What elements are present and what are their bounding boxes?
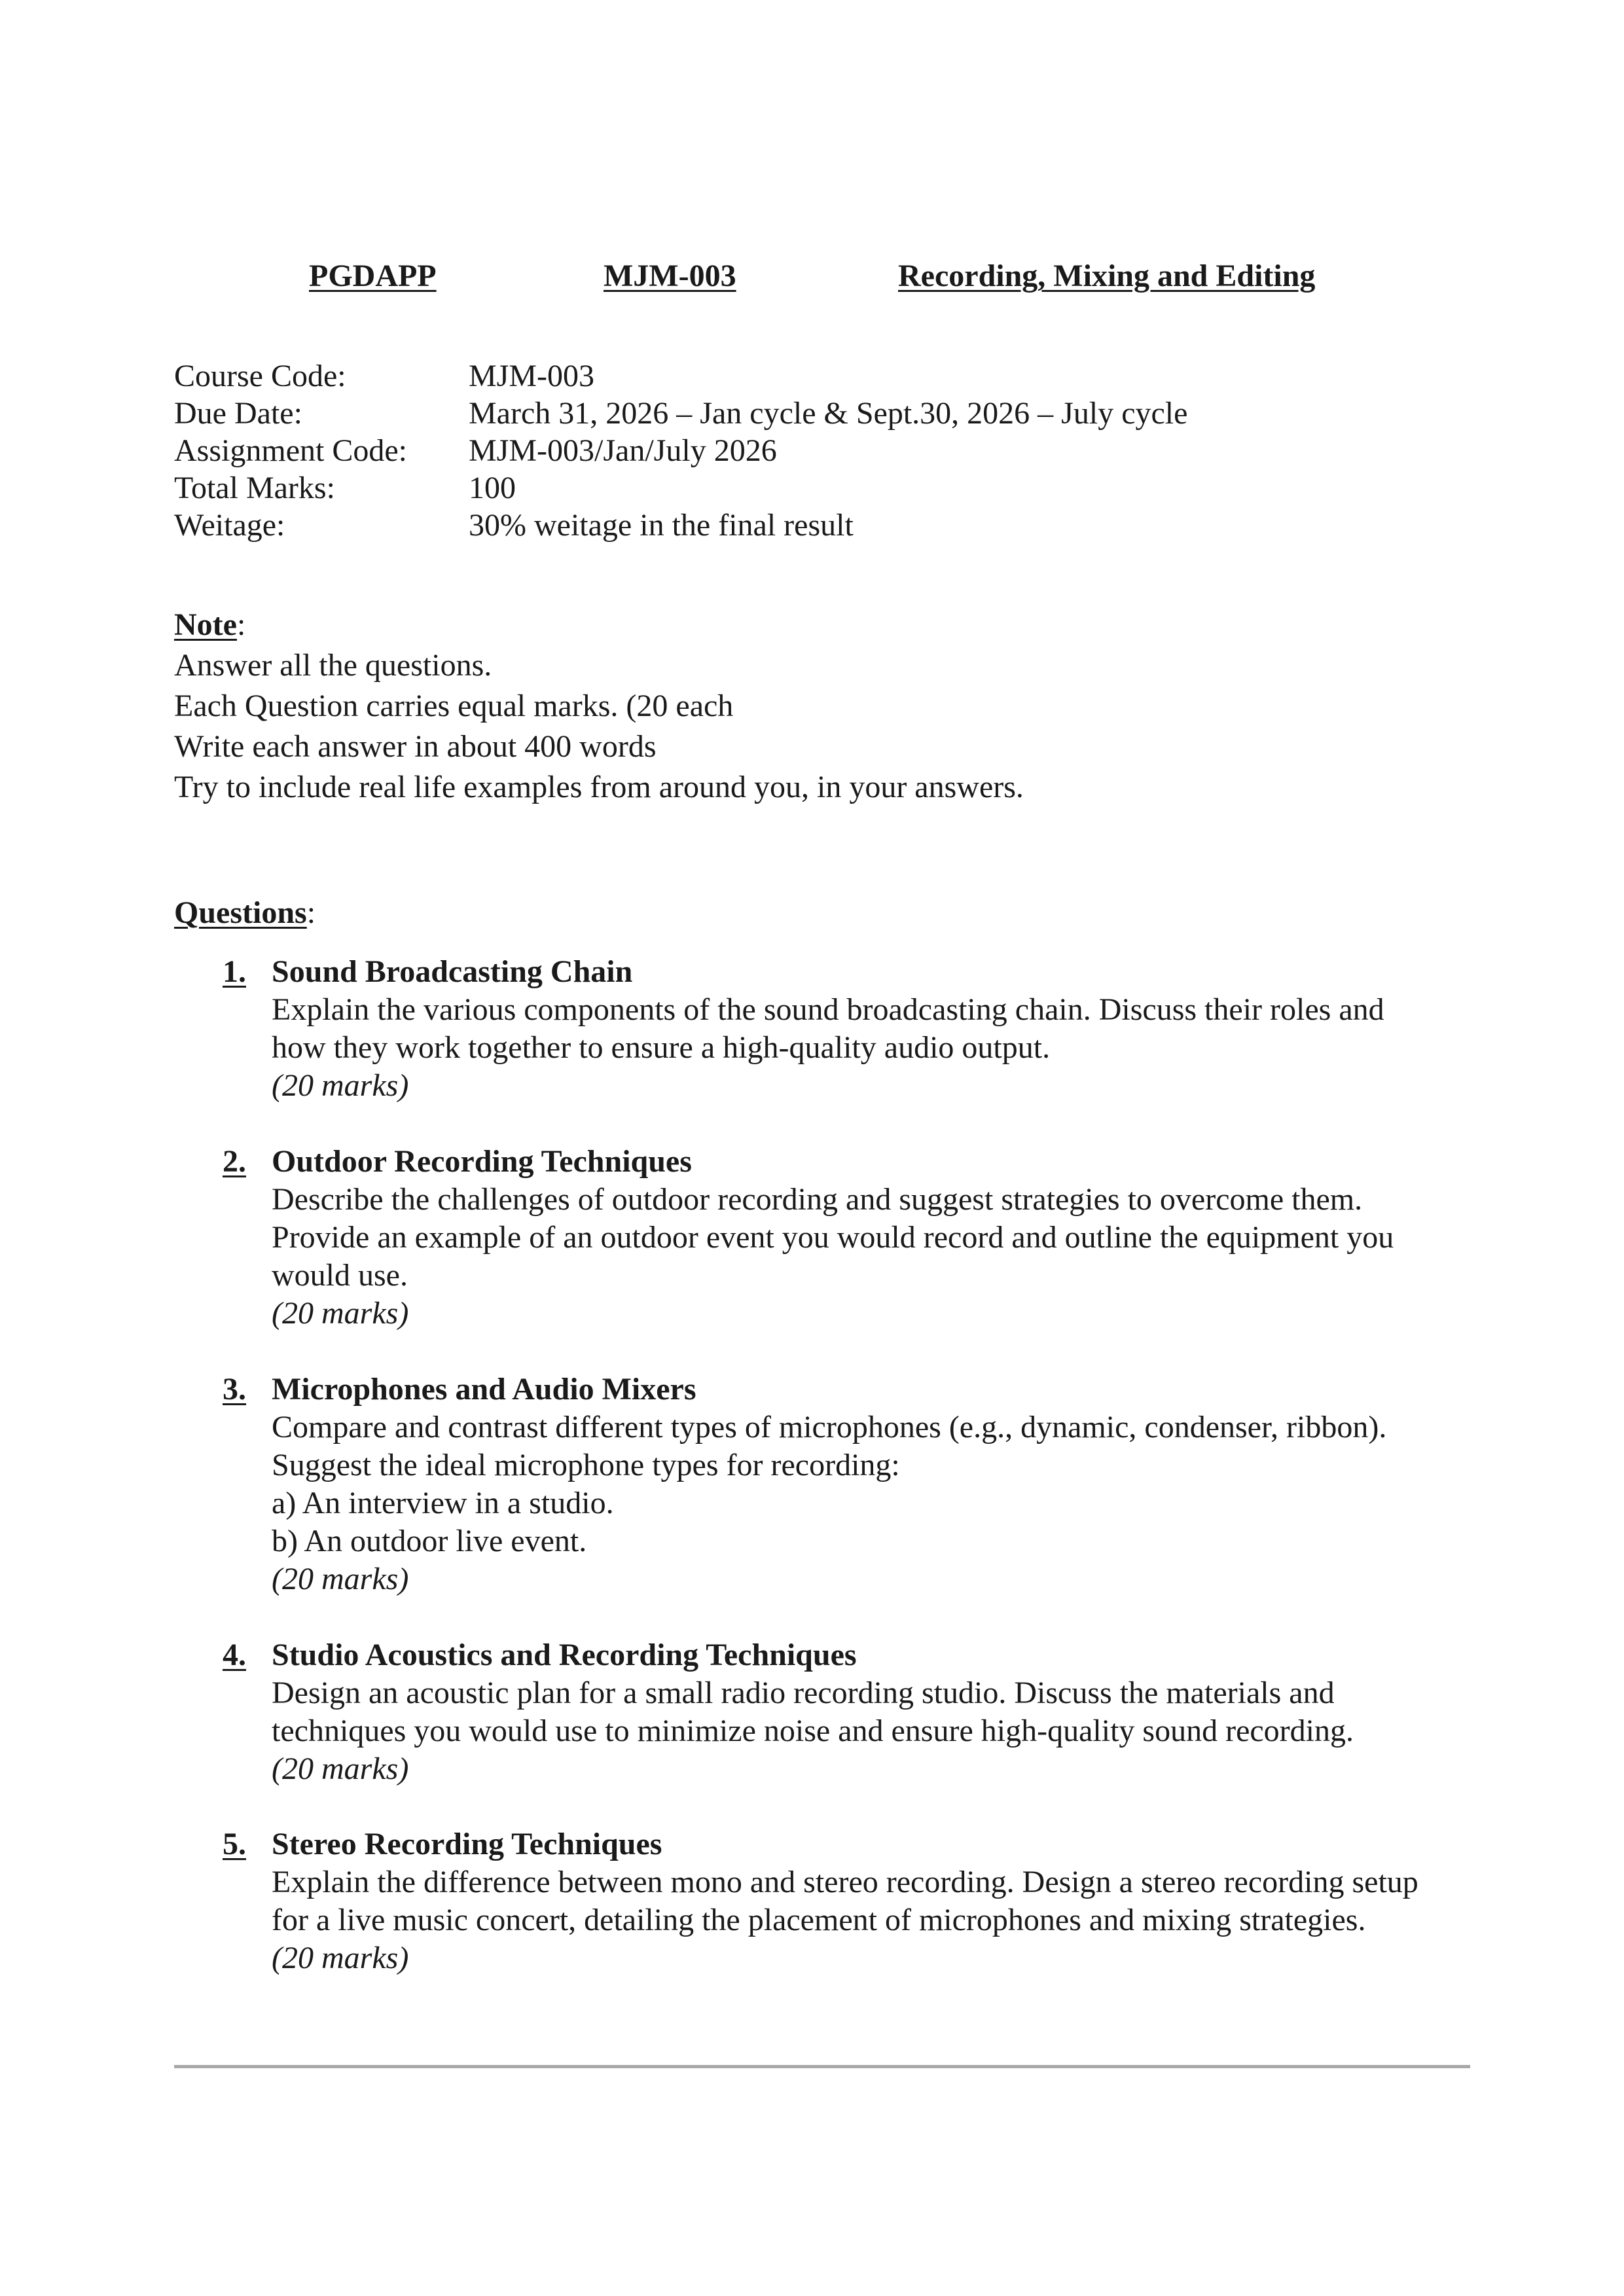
note-heading-line <box>174 605 1024 645</box>
question-text: Provide an example of an outdoor event you would record and outline the equipment you <box>272 1220 1394 1255</box>
question-number: 5. <box>223 1827 246 1861</box>
note-line: Answer all the questions. <box>174 648 492 683</box>
question-title: Stereo Recording Techniques <box>272 1827 662 1861</box>
question-number: 4. <box>223 1638 246 1672</box>
question-number: 1. <box>223 954 246 989</box>
question-title: Studio Acoustics and Recording Techniques <box>272 1638 857 1672</box>
question-4 <box>223 1636 1499 1788</box>
question-marks: (20 marks) <box>272 1941 409 1975</box>
question-marks: (20 marks) <box>272 1751 409 1786</box>
meta-label: Total Marks: <box>174 471 335 505</box>
question-number: 3. <box>223 1372 246 1407</box>
meta-row-weitage <box>174 507 1187 544</box>
meta-row-course-code <box>174 357 1187 395</box>
question-text: Design an acoustic plan for a small radio recording studio. Discuss the materials and <box>272 1676 1335 1710</box>
question-text: for a live music concert, detailing the placement of microphones and mixing strategies. <box>272 1903 1366 1937</box>
question-marks: (20 marks) <box>272 1562 409 1596</box>
question-text: Explain the various components of the sound broadcasting chain. Discuss their roles and <box>272 992 1384 1027</box>
question-title: Outdoor Recording Techniques <box>272 1144 692 1179</box>
question-title: Microphones and Audio Mixers <box>272 1372 696 1407</box>
questions-colon: : <box>306 895 316 930</box>
question-marks: (20 marks) <box>272 1068 409 1103</box>
question-text: Describe the challenges of outdoor recording and suggest strategies to overcome them. <box>272 1182 1363 1217</box>
question-body <box>272 1143 1499 1333</box>
question-text: would use. <box>272 1258 408 1293</box>
meta-value: MJM-003/Jan/July 2026 <box>469 433 777 468</box>
question-body <box>272 1636 1499 1788</box>
meta-row-assignment-code <box>174 432 1187 469</box>
meta-row-total-marks <box>174 469 1187 507</box>
question-body <box>272 953 1499 1105</box>
question-text: Explain the difference between mono and stereo recording. Design a stereo recording setup <box>272 1865 1418 1899</box>
question-body <box>272 1825 1499 1977</box>
meta-label: Course Code: <box>174 359 346 393</box>
question-3 <box>223 1371 1499 1598</box>
question-text: b) An outdoor live event. <box>272 1524 587 1558</box>
question-text: how they work together to ensure a high-quality audio output. <box>272 1030 1051 1065</box>
note-line: Each Question carries equal marks. (20 each <box>174 689 734 723</box>
assignment-meta <box>174 357 1187 544</box>
question-body <box>272 1371 1499 1598</box>
note-section <box>174 605 1024 808</box>
meta-row-due-date <box>174 395 1187 432</box>
question-2 <box>223 1143 1499 1333</box>
question-title: Sound Broadcasting Chain <box>272 954 633 989</box>
header-program: PGDAPP <box>309 259 437 293</box>
question-text: techniques you would use to minimize noise and ensure high-quality sound recording. <box>272 1713 1354 1748</box>
meta-value: March 31, 2026 – Jan cycle & Sept.30, 2026 – July cycle <box>469 396 1188 431</box>
question-text: Suggest the ideal microphone types for recording: <box>272 1448 900 1482</box>
meta-label: Due Date: <box>174 396 302 431</box>
header-title: Recording, Mixing and Editing <box>898 259 1316 293</box>
note-heading: Note <box>174 607 237 642</box>
question-marks: (20 marks) <box>272 1296 409 1331</box>
horizontal-divider <box>174 2065 1470 2068</box>
meta-value: MJM-003 <box>469 359 595 393</box>
questions-heading-line <box>174 893 316 933</box>
question-text: Compare and contrast different types of microphones (e.g., dynamic, condenser, ribbon). <box>272 1410 1387 1444</box>
question-5 <box>223 1825 1499 1977</box>
question-number: 2. <box>223 1144 246 1179</box>
meta-value: 100 <box>469 471 516 505</box>
note-line: Try to include real life examples from around you, in your answers. <box>174 770 1024 804</box>
note-colon: : <box>236 607 246 642</box>
meta-label: Weitage: <box>174 508 285 543</box>
question-text: a) An interview in a studio. <box>272 1486 614 1520</box>
note-line: Write each answer in about 400 words <box>174 729 657 764</box>
meta-label: Assignment Code: <box>174 433 407 468</box>
meta-value: 30% weitage in the final result <box>469 508 854 543</box>
header-course: MJM-003 <box>604 259 736 293</box>
questions-heading: Questions <box>174 895 307 930</box>
question-1 <box>223 953 1499 1105</box>
